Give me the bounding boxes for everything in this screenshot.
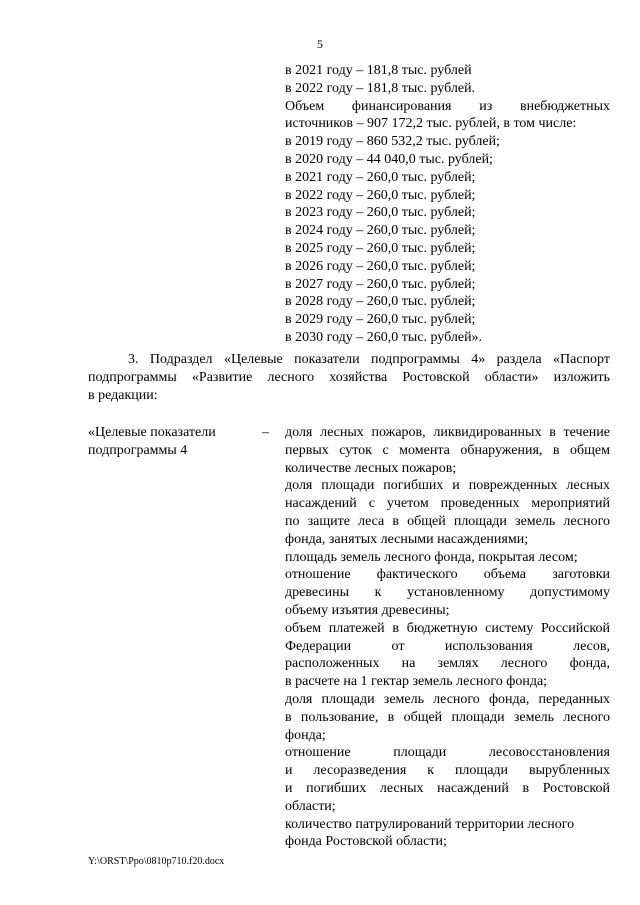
year-line: в 2030 году – 260,0 тыс. рублей». [285, 329, 483, 345]
label-dash: – [262, 425, 269, 440]
indicator-line: Федерации от использования лесов, [285, 638, 610, 654]
indicator-line: количестве лесных пожаров; [285, 460, 457, 476]
indicator-line: в пользование, в общей площади земель лесного [285, 709, 610, 725]
indicator-line: фонда Ростовской области; [285, 834, 447, 850]
indicator-line: площадь земель лесного фонда, покрытая лесом; [285, 549, 578, 565]
year-line: в 2027 году – 260,0 тыс. рублей; [285, 276, 476, 292]
year-line: в 2029 году – 260,0 тыс. рублей; [285, 312, 476, 328]
paragraph-line: подпрограммы «Развитие лесного хозяйства Ростовской области» изложить [88, 370, 610, 385]
indicator-line: в расчете на 1 гектар земель лесного фонда; [285, 674, 548, 690]
year-line: в 2020 году – 44 040,0 тыс. рублей; [285, 151, 493, 167]
indicator-line: объему изъятия древесины; [285, 602, 450, 618]
indicator-line: по защите леса в общей площади земель лесного [285, 513, 610, 529]
indicator-line: доля площади погибших и поврежденных лесных [285, 478, 610, 494]
label-line: «Целевые показатели [88, 425, 216, 440]
indicator-line: фонда; [285, 727, 326, 743]
indicator-line: и погибших лесных насаждений в Ростовской [285, 780, 610, 796]
year-line: в 2025 году – 260,0 тыс. рублей; [285, 240, 476, 256]
financing-block [285, 62, 610, 347]
label-line: подпрограммы 4 [88, 442, 188, 458]
extra-budget-line: Объем финансирования из внебюджетных [285, 98, 610, 114]
year-line: в 2019 году – 860 532,2 тыс. рублей; [285, 134, 500, 150]
indicator-line: доля площади земель лесного фонда, переданных [285, 691, 610, 707]
indicator-line: и лесоразведения к площади вырубленных [285, 763, 610, 779]
footer-file-path: Y:\ORST\Ppo\0810p710.f20.docx [88, 856, 225, 867]
indicator-line: количество патрулирований территории лесного [285, 816, 575, 832]
indicator-line: доля лесных пожаров, ликвидированных в течение [285, 425, 610, 440]
indicator-line: первых суток с момента обнаружения, в общем [285, 442, 610, 458]
year-line: в 2028 году – 260,0 тыс. рублей; [285, 294, 476, 310]
extra-budget-line: источников – 907 172,2 тыс. рублей, в том числе: [285, 116, 577, 132]
indicator-line: насаждений с учетом проведенных мероприятий [285, 496, 610, 512]
year-line: в 2023 году – 260,0 тыс. рублей; [285, 205, 476, 221]
paragraph-line: 3. Подраздел «Целевые показатели подпрограммы 4» раздела «Паспорт [128, 352, 610, 367]
financing-line: в 2021 году – 181,8 тыс. рублей [285, 63, 472, 78]
indicator-line: области; [285, 798, 336, 814]
page-number: 5 [317, 37, 323, 51]
indicator-line: отношение площади лесовосстановления [285, 745, 610, 761]
year-line: в 2026 году – 260,0 тыс. рублей; [285, 258, 476, 274]
indicator-line: расположенных на землях лесного фонда, [285, 656, 610, 672]
indicator-line: фонда, занятых лесными насаждениями; [285, 531, 529, 547]
indicator-line: древесины к установленному допустимому [285, 585, 610, 601]
year-line: в 2022 году – 260,0 тыс. рублей; [285, 187, 476, 203]
indicator-line: отношение фактического объема заготовки [285, 567, 610, 583]
year-line: в 2024 году – 260,0 тыс. рублей; [285, 223, 476, 239]
indicators-list [285, 424, 610, 851]
target-indicators-label [88, 424, 253, 460]
paragraph-line: в редакции: [88, 388, 158, 403]
year-line: в 2021 году – 260,0 тыс. рублей; [285, 169, 476, 185]
section-3-paragraph [88, 351, 610, 405]
financing-line: в 2022 году – 181,8 тыс. рублей. [285, 80, 476, 96]
indicator-line: объем платежей в бюджетную систему Российской [285, 620, 610, 636]
